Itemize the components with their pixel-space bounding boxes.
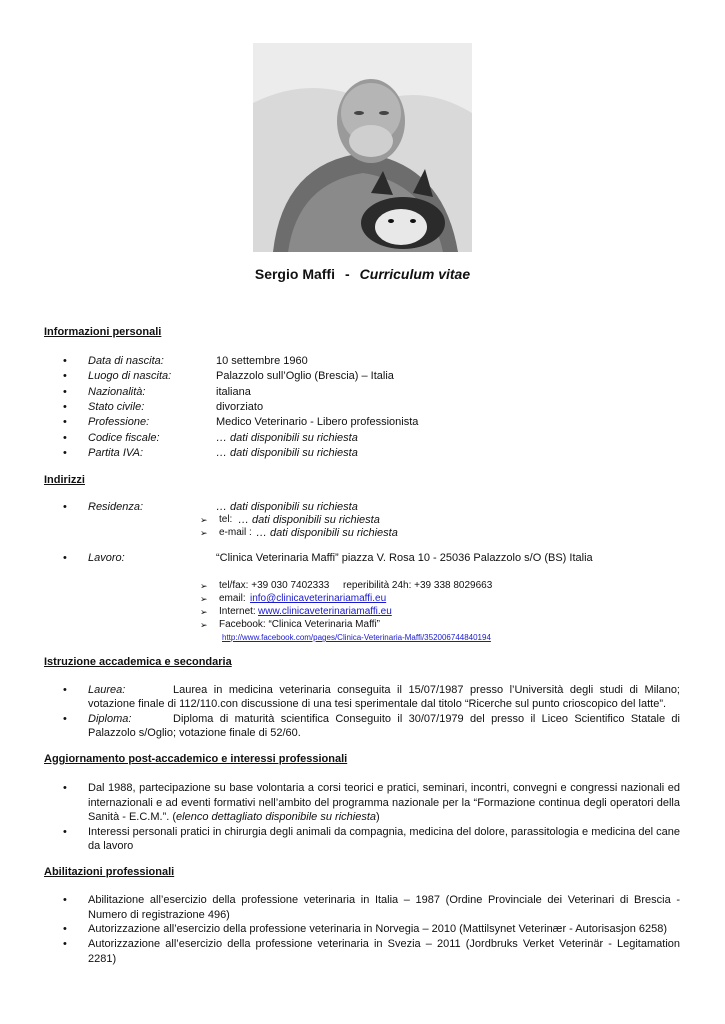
bullet-icon: • [63, 684, 67, 696]
bullet-icon: • [63, 501, 67, 513]
bullet-icon: • [63, 446, 67, 459]
facebook-url-link[interactable]: http://www.facebook.com/pages/Clinica-Veterinaria-Maffi/352006744840194 [222, 633, 491, 642]
residence-tel-value: … dati disponibili su richiesta [238, 514, 380, 526]
work-internet-label: Internet: [219, 606, 256, 617]
laurea-text-line1: Laurea in medicina veterinaria conseguita il 15/07/1987 presso l’Università degli studi di Milano; [173, 684, 680, 696]
section-heading-qualifications: Abilitazioni professionali [44, 866, 175, 878]
arrow-bullet-icon: ➢ [200, 581, 208, 591]
portrait-photo [253, 43, 472, 252]
arrow-bullet-icon: ➢ [200, 607, 208, 617]
arrow-bullet-icon: ➢ [200, 594, 208, 604]
laurea-text-line2: votazione finale di 112/110.con discussione di una tesi sperimentale dal titolo “Ricerche sul punto crioscopico del latte”. [88, 698, 667, 710]
arrow-bullet-icon: ➢ [200, 515, 208, 525]
work-label: Lavoro: [88, 552, 125, 564]
bullet-icon: • [63, 713, 67, 725]
bullet-icon: • [63, 355, 67, 367]
bullet-icon: • [63, 826, 67, 838]
qualification-item3-text-line2: 2281) [88, 953, 117, 965]
bullet-icon: • [63, 552, 67, 564]
residence-value: … dati disponibili su richiesta [216, 501, 358, 513]
residence-email-label: e-mail : [219, 527, 252, 538]
section-heading-addresses: Indirizzi [44, 474, 85, 486]
arrow-bullet-icon: ➢ [200, 620, 208, 630]
bullet-icon: • [63, 416, 67, 429]
qualification-item2-text-line1: Autorizzazione all’esercizio della professione veterinaria in Norvegia – 2010 (Mattilsynet Veterinær - Autorisasjon 6258) [88, 923, 668, 935]
personal-info-label: Data di nascita: [88, 355, 164, 367]
personal-info-value: … dati disponibili su richiesta [216, 431, 358, 444]
bullet-icon: • [63, 431, 67, 444]
work-email-label: email: [219, 593, 246, 604]
bullet-icon: • [63, 938, 67, 950]
work-email-link[interactable]: info@clinicaveterinariamaffi.eu [250, 593, 387, 604]
training-item2-text-line2: da lavoro [88, 840, 134, 852]
personal-info-value: Medico Veterinario - Libero professionista [216, 416, 419, 429]
personal-info-value: italiana [216, 385, 251, 398]
work-internet-link[interactable]: www.clinicaveterinariamaffi.eu [258, 606, 392, 617]
person-name: Sergio Maffi [254, 266, 335, 282]
work-value: “Clinica Veterinaria Maffi” piazza V. Rosa 10 - 25036 Palazzolo s/O (BS) Italia [216, 552, 593, 564]
bullet-icon: • [63, 782, 67, 794]
qualification-item1-text-line1: Abilitazione all’esercizio della professione veterinaria in Italia – 1987 (Ordine Provinciale dei Veterinari di Brescia - [88, 894, 680, 906]
personal-info-label: Nazionalità: [88, 385, 146, 398]
bullet-icon: • [63, 400, 67, 413]
qualification-item3-text-line1: Autorizzazione all’esercizio della professione veterinaria in Svezia – 2011 (Jordbruks Verket Veterinär - Legitamation [88, 938, 680, 950]
laurea-label: Laurea: [88, 684, 126, 696]
personal-info-value: … dati disponibili su richiesta [216, 446, 358, 459]
section-heading-training: Aggiornamento post-accademico e interessi professionali [44, 753, 348, 765]
arrow-bullet-icon: ➢ [200, 528, 208, 538]
bullet-icon: • [63, 370, 67, 383]
title-separator: - [344, 266, 350, 282]
training-item2-text-line1: Interessi personali pratici in chirurgia degli animali da compagnia, medicina del dolore, parassitologia e medicina del cane [88, 826, 680, 838]
work-reperibilita: reperibilità 24h: +39 338 8029663 [343, 580, 493, 591]
personal-info-label: Partita IVA: [88, 446, 144, 459]
diploma-text-line2: Palazzolo s/Oglio; votazione finale di 52/60. [88, 727, 301, 739]
residence-email-value: … dati disponibili su richiesta [256, 527, 398, 539]
work-tel: tel/fax: +39 030 7402333 [219, 580, 330, 591]
doc-title: Curriculum vitae [359, 266, 471, 282]
residence-tel-label: tel: [219, 514, 233, 525]
section-heading-personal: Informazioni personali [44, 326, 162, 338]
training-item1-text-line2: internazionali e ad eventi formativi nell’ambito del programma nazionale per la “Formazione continua degli operatori della [88, 797, 680, 809]
diploma-label: Diploma: [88, 713, 132, 725]
training-item1-text-line3a: Sanità - E.C.M.”. ( [88, 811, 177, 823]
bullet-icon: • [63, 923, 67, 935]
training-item1-text-line3b: elenco dettagliato disponibile su richiesta [176, 811, 376, 823]
section-heading-education: Istruzione accademica e secondaria [44, 656, 232, 668]
bullet-icon: • [63, 385, 67, 398]
personal-info-value: Palazzolo sull’Oglio (Brescia) – Italia [216, 370, 394, 383]
training-item1-text-line3c: ) [376, 811, 380, 823]
bullet-icon: • [63, 894, 67, 906]
residence-label: Residenza: [88, 501, 144, 513]
personal-info-label: Stato civile: [88, 400, 145, 413]
personal-info-label: Professione: [88, 416, 150, 429]
training-item1-text-line1: Dal 1988, partecipazione su base volontaria a corsi teorici e pratici, seminari, incontri, convegni e congressi nazionali ed [88, 782, 680, 794]
personal-info-value: divorziato [216, 400, 264, 413]
qualification-item1-text-line2: Numero di registrazione 496) [88, 909, 230, 921]
document-title [0, 266, 725, 282]
diploma-text-line1: Diploma di maturità scientifica Conseguito il 30/07/1979 del presso il Liceo Scientifico Statale di [173, 713, 680, 725]
personal-info-value: 10 settembre 1960 [216, 355, 308, 367]
personal-info-label: Codice fiscale: [88, 431, 160, 444]
personal-info-label: Luogo di nascita: [88, 370, 172, 383]
work-facebook: Facebook: “Clinica Veterinaria Maffi” [219, 619, 380, 630]
